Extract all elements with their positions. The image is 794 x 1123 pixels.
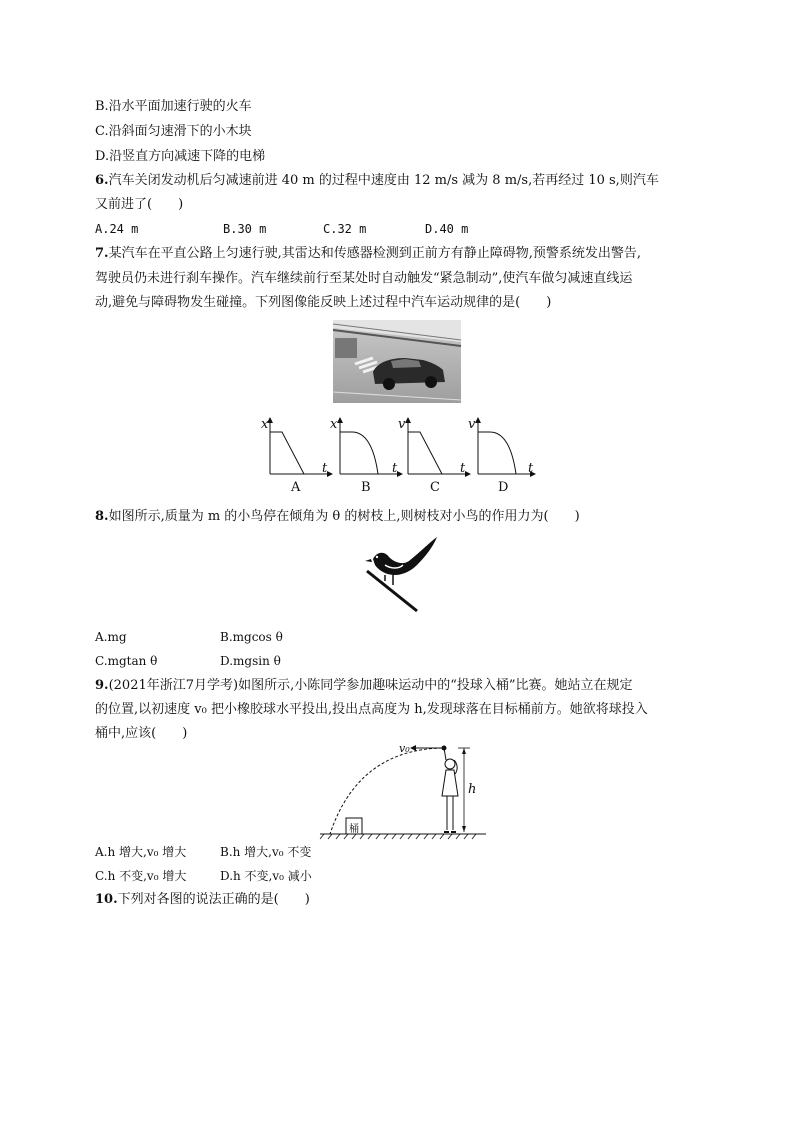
graph-a-y-label: x: [261, 417, 269, 432]
q7-number: 7.: [95, 246, 109, 261]
q8-option-a: A.mg: [95, 630, 127, 644]
q6-text: 汽车关闭发动机后匀减速前进 40 m 的过程中速度由 12 m/s 减为 8 m/s,若再经过 10 s,则汽车: [108, 173, 659, 188]
q10-number: 10.: [95, 892, 118, 907]
h-label: h: [468, 782, 477, 797]
q9-stem-line3: 桶中,应该( ): [95, 726, 188, 741]
graph-b-y-label: x: [330, 417, 338, 432]
graph-d-curve: [478, 432, 516, 474]
q9-option-c: C.h 不变,v₀ 增大: [95, 869, 187, 883]
q8-stem-line1: [95, 509, 580, 525]
graph-c-caption: C: [430, 480, 440, 495]
q6-option-c: C.32 m: [323, 222, 367, 236]
q5-option-c: C.沿斜面匀速滑下的小木块: [95, 124, 252, 139]
q6-option-a: A.24 m: [95, 222, 139, 236]
q6-stem-line2: 又前进了( ): [95, 197, 184, 212]
q10-stem-line1: [95, 892, 310, 908]
q8-option-b: B.mgcos θ: [220, 630, 283, 644]
graph-d-x-label: t: [528, 461, 534, 476]
q8-number: 8.: [95, 509, 109, 524]
graph-a-x-label: t: [322, 461, 328, 476]
graph-b-curve: [340, 432, 378, 474]
q9-stem-line1: [95, 678, 633, 694]
q9-option-b: B.h 增大,v₀ 不变: [220, 845, 312, 859]
graph-a-caption: A: [291, 480, 301, 495]
q7-stem-line1: [95, 246, 641, 262]
q6-stem-line1: [95, 173, 659, 189]
graph-a-curve: [270, 432, 304, 474]
q9-number: 9.: [95, 678, 109, 693]
bird-on-branch-illustration: [363, 535, 441, 615]
q6-option-b: B.30 m: [223, 222, 267, 236]
graph-b-caption: B: [361, 480, 371, 495]
q9-stem-line2: 的位置,以初速度 v₀ 把小橡胶球水平投出,投出点高度为 h,发现球落在目标桶前方。她欲将球投入: [95, 702, 648, 717]
q10-text: 下列对各图的说法正确的是( ): [117, 892, 310, 907]
v0-label: v₀: [399, 742, 410, 755]
q7-stem-line2: 驾驶员仍未进行刹车操作。汽车继续前行至某处时自动触发“紧急制动”,使汽车做匀减速直线运: [95, 271, 633, 286]
q8-option-d: D.mgsin θ: [220, 654, 281, 668]
q8-text: 如图所示,质量为 m 的小鸟停在倾角为 θ 的树枝上,则树枝对小鸟的作用力为( ): [108, 509, 580, 524]
car-braking-photo: [333, 320, 461, 403]
q8-option-c: C.mgtan θ: [95, 654, 158, 668]
q9-option-d: D.h 不变,v₀ 减小: [220, 869, 312, 883]
q9-text: (2021年浙江7月学考)如图所示,小陈同学参加趣味运动中的“投球入桶”比赛。她站立在规定: [108, 678, 633, 693]
graph-c-y-label: v: [398, 417, 406, 432]
q7-stem-line3: 动,避免与障碍物发生碰撞。下列图像能反映上述过程中汽车运动规律的是( ): [95, 295, 552, 310]
bucket-label: 桶: [349, 824, 359, 835]
q7-text: 某汽车在平直公路上匀速行驶,其雷达和传感器检测到正前方有静止障碍物,预警系统发出警告,: [108, 246, 641, 261]
q6-number: 6.: [95, 173, 109, 188]
q5-option-d: D.沿竖直方向减速下降的电梯: [95, 149, 266, 164]
q5-option-b: B.沿水平面加速行驶的火车: [95, 99, 252, 114]
q6-option-d: D.40 m: [425, 222, 469, 236]
q9-option-a: A.h 增大,v₀ 增大: [95, 845, 187, 859]
graph-b-x-label: t: [392, 461, 398, 476]
graph-d-caption: D: [498, 480, 509, 495]
graph-c-x-label: t: [460, 461, 466, 476]
graph-d-y-label: v: [468, 417, 476, 432]
ball-throw-diagram: [318, 740, 488, 840]
graph-c-curve: [408, 432, 442, 474]
